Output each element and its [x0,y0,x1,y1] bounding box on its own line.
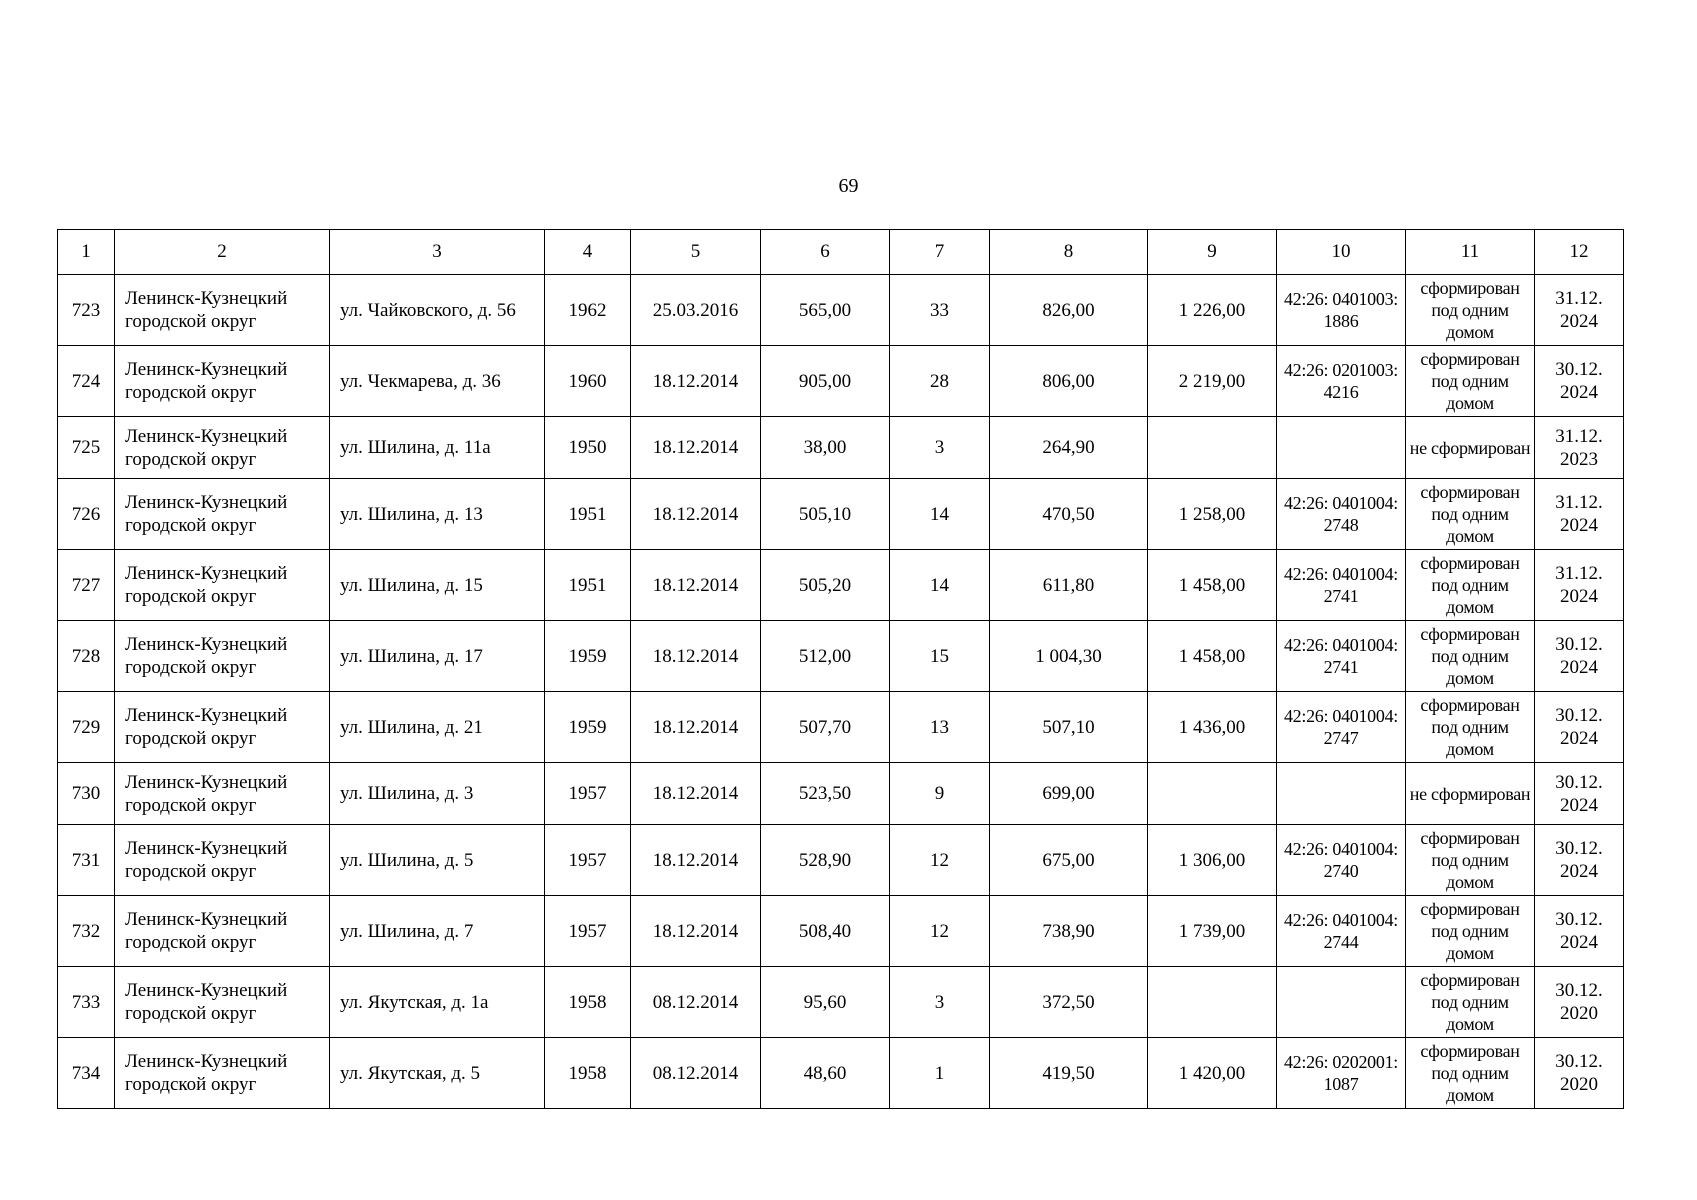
date-cell: 08.12.2014 [631,1038,761,1109]
land-status-cell: сформирован под одним домом [1406,621,1535,692]
area-cell: 505,10 [761,479,890,550]
address-cell: ул. Якутская, д. 1а [330,967,545,1038]
area-cell: 523,50 [761,763,890,825]
column-header-10: 10 [1277,230,1406,275]
table-row [58,896,1624,967]
end-date-cell: 31.12. 2024 [1535,550,1624,621]
build-year-cell: 1957 [545,825,631,896]
land-area-cell: 1 226,00 [1148,275,1277,346]
column-header-11: 11 [1406,230,1535,275]
area-cell: 48,60 [761,1038,890,1109]
address-cell: ул. Шилина, д. 3 [330,763,545,825]
column-header-9: 9 [1148,230,1277,275]
table-row [58,1038,1624,1109]
area-cell-2: 611,80 [990,550,1148,621]
land-area-cell: 1 420,00 [1148,1038,1277,1109]
address-cell: ул. Чайковского, д. 56 [330,275,545,346]
table-row [58,763,1624,825]
table-row [58,417,1624,479]
date-cell: 18.12.2014 [631,825,761,896]
table-row [58,275,1624,346]
column-header-8: 8 [990,230,1148,275]
end-date-cell: 30.12. 2024 [1535,825,1624,896]
area-cell: 528,90 [761,825,890,896]
date-cell: 18.12.2014 [631,692,761,763]
cadastral-number-cell: 42:26: 0401004: 2741 [1277,550,1406,621]
area-cell: 508,40 [761,896,890,967]
table-header [58,230,1624,275]
address-cell: ул. Шилина, д. 21 [330,692,545,763]
row-number-cell: 726 [58,479,115,550]
column-header-1: 1 [58,230,115,275]
municipality-cell: Ленинск-Кузнецкий городской округ [115,346,330,417]
date-cell: 18.12.2014 [631,417,761,479]
municipality-cell: Ленинск-Кузнецкий городской округ [115,967,330,1038]
date-cell: 18.12.2014 [631,763,761,825]
table-row [58,479,1624,550]
date-cell: 25.03.2016 [631,275,761,346]
end-date-cell: 30.12. 2024 [1535,896,1624,967]
residents-cell: 3 [890,967,990,1038]
area-cell: 95,60 [761,967,890,1038]
land-area-cell: 1 458,00 [1148,550,1277,621]
end-date-cell: 31.12. 2024 [1535,479,1624,550]
column-header-12: 12 [1535,230,1624,275]
area-cell-2: 470,50 [990,479,1148,550]
end-date-cell: 30.12. 2024 [1535,692,1624,763]
cadastral-number-cell: 42:26: 0201003: 4216 [1277,346,1406,417]
municipality-cell: Ленинск-Кузнецкий городской округ [115,275,330,346]
address-cell: ул. Якутская, д. 5 [330,1038,545,1109]
land-status-cell: сформирован под одним домом [1406,692,1535,763]
cadastral-number-cell: 42:26: 0401004: 2744 [1277,896,1406,967]
land-area-cell [1148,967,1277,1038]
build-year-cell: 1951 [545,479,631,550]
date-cell: 08.12.2014 [631,967,761,1038]
municipality-cell: Ленинск-Кузнецкий городской округ [115,550,330,621]
row-number-cell: 732 [58,896,115,967]
area-cell: 38,00 [761,417,890,479]
build-year-cell: 1957 [545,763,631,825]
area-cell: 507,70 [761,692,890,763]
area-cell-2: 372,50 [990,967,1148,1038]
date-cell: 18.12.2014 [631,896,761,967]
residents-cell: 9 [890,763,990,825]
land-area-cell: 1 436,00 [1148,692,1277,763]
land-area-cell: 1 306,00 [1148,825,1277,896]
area-cell-2: 264,90 [990,417,1148,479]
residents-cell: 3 [890,417,990,479]
land-area-cell: 1 739,00 [1148,896,1277,967]
row-number-cell: 728 [58,621,115,692]
residents-cell: 14 [890,550,990,621]
municipality-cell: Ленинск-Кузнецкий городской округ [115,896,330,967]
row-number-cell: 727 [58,550,115,621]
build-year-cell: 1960 [545,346,631,417]
build-year-cell: 1962 [545,275,631,346]
build-year-cell: 1951 [545,550,631,621]
cadastral-number-cell: 42:26: 0401004: 2740 [1277,825,1406,896]
land-status-cell: сформирован под одним домом [1406,967,1535,1038]
residents-cell: 15 [890,621,990,692]
end-date-cell: 30.12. 2024 [1535,346,1624,417]
row-number-cell: 730 [58,763,115,825]
land-status-cell: сформирован под одним домом [1406,479,1535,550]
residents-cell: 1 [890,1038,990,1109]
municipality-cell: Ленинск-Кузнецкий городской округ [115,825,330,896]
column-number-row [58,230,1624,275]
address-cell: ул. Шилина, д. 13 [330,479,545,550]
land-status-cell: сформирован под одним домом [1406,825,1535,896]
land-area-cell: 1 458,00 [1148,621,1277,692]
land-status-cell: сформирован под одним домом [1406,896,1535,967]
residents-cell: 12 [890,896,990,967]
address-cell: ул. Шилина, д. 5 [330,825,545,896]
build-year-cell: 1959 [545,621,631,692]
address-cell: ул. Шилина, д. 7 [330,896,545,967]
municipality-cell: Ленинск-Кузнецкий городской округ [115,479,330,550]
area-cell-2: 738,90 [990,896,1148,967]
row-number-cell: 723 [58,275,115,346]
address-cell: ул. Шилина, д. 17 [330,621,545,692]
end-date-cell: 30.12. 2020 [1535,1038,1624,1109]
table-row [58,692,1624,763]
table-row [58,346,1624,417]
column-header-4: 4 [545,230,631,275]
municipality-cell: Ленинск-Кузнецкий городской округ [115,763,330,825]
row-number-cell: 724 [58,346,115,417]
end-date-cell: 31.12. 2023 [1535,417,1624,479]
cadastral-number-cell [1277,967,1406,1038]
land-status-cell: сформирован под одним домом [1406,275,1535,346]
table-row [58,825,1624,896]
residents-cell: 33 [890,275,990,346]
table-row [58,621,1624,692]
row-number-cell: 733 [58,967,115,1038]
municipality-cell: Ленинск-Кузнецкий городской округ [115,692,330,763]
column-header-3: 3 [330,230,545,275]
area-cell-2: 675,00 [990,825,1148,896]
land-area-cell [1148,417,1277,479]
area-cell-2: 419,50 [990,1038,1148,1109]
area-cell-2: 826,00 [990,275,1148,346]
row-number-cell: 734 [58,1038,115,1109]
row-number-cell: 731 [58,825,115,896]
residents-cell: 28 [890,346,990,417]
housing-registry-table [57,229,1624,1109]
address-cell: ул. Чекмарева, д. 36 [330,346,545,417]
address-cell: ул. Шилина, д. 11а [330,417,545,479]
municipality-cell: Ленинск-Кузнецкий городской округ [115,1038,330,1109]
cadastral-number-cell: 42:26: 0401003: 1886 [1277,275,1406,346]
area-cell-2: 507,10 [990,692,1148,763]
land-area-cell: 2 219,00 [1148,346,1277,417]
area-cell-2: 806,00 [990,346,1148,417]
build-year-cell: 1958 [545,967,631,1038]
date-cell: 18.12.2014 [631,346,761,417]
land-status-cell: сформирован под одним домом [1406,1038,1535,1109]
land-area-cell [1148,763,1277,825]
column-header-2: 2 [115,230,330,275]
area-cell: 505,20 [761,550,890,621]
cadastral-number-cell: 42:26: 0202001: 1087 [1277,1038,1406,1109]
address-cell: ул. Шилина, д. 15 [330,550,545,621]
cadastral-number-cell: 42:26: 0401004: 2748 [1277,479,1406,550]
land-status-cell: сформирован под одним домом [1406,346,1535,417]
build-year-cell: 1957 [545,896,631,967]
end-date-cell: 30.12. 2024 [1535,763,1624,825]
date-cell: 18.12.2014 [631,621,761,692]
land-status-cell: не сформирован [1406,763,1535,825]
date-cell: 18.12.2014 [631,550,761,621]
table-row [58,550,1624,621]
municipality-cell: Ленинск-Кузнецкий городской округ [115,621,330,692]
page-number: 69 [838,175,859,197]
municipality-cell: Ленинск-Кузнецкий городской округ [115,417,330,479]
cadastral-number-cell [1277,763,1406,825]
column-header-5: 5 [631,230,761,275]
cadastral-number-cell: 42:26: 0401004: 2741 [1277,621,1406,692]
date-cell: 18.12.2014 [631,479,761,550]
column-header-6: 6 [761,230,890,275]
land-status-cell: не сформирован [1406,417,1535,479]
area-cell: 565,00 [761,275,890,346]
end-date-cell: 30.12. 2020 [1535,967,1624,1038]
land-status-cell: сформирован под одним домом [1406,550,1535,621]
end-date-cell: 31.12. 2024 [1535,275,1624,346]
build-year-cell: 1959 [545,692,631,763]
build-year-cell: 1958 [545,1038,631,1109]
land-area-cell: 1 258,00 [1148,479,1277,550]
table-body [58,275,1624,1109]
table-row [58,967,1624,1038]
cadastral-number-cell: 42:26: 0401004: 2747 [1277,692,1406,763]
end-date-cell: 30.12. 2024 [1535,621,1624,692]
residents-cell: 12 [890,825,990,896]
cadastral-number-cell [1277,417,1406,479]
row-number-cell: 725 [58,417,115,479]
residents-cell: 14 [890,479,990,550]
column-header-7: 7 [890,230,990,275]
area-cell: 512,00 [761,621,890,692]
residents-cell: 13 [890,692,990,763]
row-number-cell: 729 [58,692,115,763]
area-cell-2: 699,00 [990,763,1148,825]
build-year-cell: 1950 [545,417,631,479]
area-cell-2: 1 004,30 [990,621,1148,692]
area-cell: 905,00 [761,346,890,417]
